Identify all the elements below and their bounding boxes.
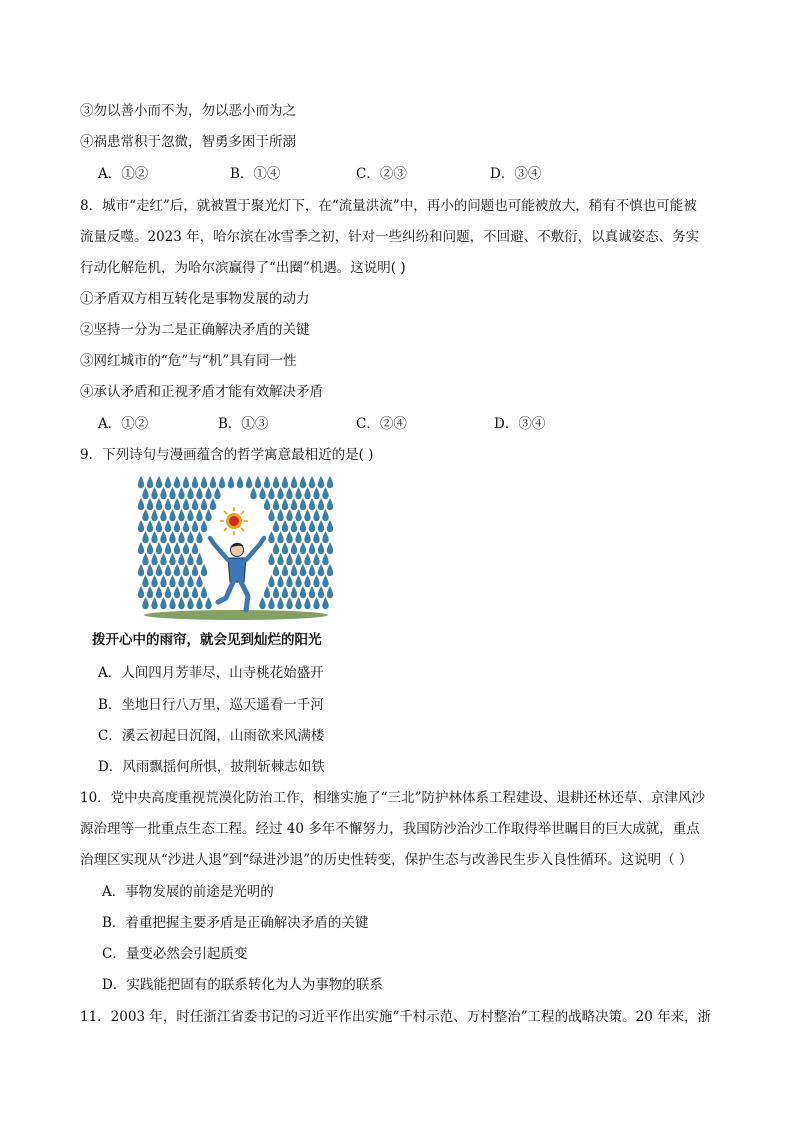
q7-statement-3: ③勿以善小而不为，勿以恶小而为之: [80, 103, 296, 119]
q9-option-a[interactable]: A．人间四月芳菲尽，山寺桃花始盛开: [98, 665, 324, 681]
q8-options: [98, 414, 658, 434]
q10-option-c[interactable]: C．量变必然会引起质变: [102, 946, 248, 962]
q9-option-d[interactable]: D．风雨飘摇何所惧，披荆斩棘志如铁: [98, 759, 325, 775]
q9-option-b[interactable]: B．坐地日行八万里，巡天遥看一千河: [98, 697, 324, 713]
q10-stem-line-2: 源治理等一批重点生态工程。经过 40 多年不懈努力，我国防沙治沙工作取得举世瞩目的巨大成就，重点: [80, 821, 700, 837]
ground: [144, 610, 328, 620]
q7-statement-4: ④祸患常积于忽微，智勇多困于所溺: [80, 134, 296, 150]
rain-curtain-cartoon: [136, 474, 334, 622]
q10-option-a[interactable]: A．事物发展的前途是光明的: [102, 884, 274, 900]
q7-option-c[interactable]: C．②③: [356, 166, 407, 182]
q10-option-d[interactable]: D．实践能把固有的联系转化为人为事物的联系: [102, 977, 383, 993]
q7-option-a[interactable]: A．①②: [98, 166, 149, 182]
q8-stem-line-1: 8．城市“走红”后，就被置于聚光灯下，在“流量洪流”中，再小的问题也可能被放大，稍有不慎也可能被: [80, 198, 697, 214]
q8-option-c[interactable]: C．②④: [356, 416, 407, 432]
q8-option-d[interactable]: D．③④: [494, 416, 546, 432]
q7-options: [98, 164, 658, 184]
q9-stem: 9．下列诗句与漫画蕴含的哲学寓意最相近的是( ): [80, 447, 374, 463]
q8-option-a[interactable]: A．①②: [98, 416, 149, 432]
q7-option-d[interactable]: D．③④: [490, 166, 542, 182]
q8-option-b[interactable]: B．①③: [218, 416, 269, 432]
q10-stem-line-3: 治理区实现从“沙进人退”到“绿进沙退”的历史性转变，保护生态与改善民生步入良性循环。这说明（ ）: [80, 852, 693, 868]
q9-option-c[interactable]: C．溪云初起日沉阁，山雨欲来风满楼: [98, 728, 325, 744]
q11-stem-line-1: 11．2003 年，时任浙江省委书记的习近平作出实施“千村示范、万村整治”工程的战略决策。20 年来，浙: [80, 1009, 712, 1025]
q8-statement-4: ④承认矛盾和正视矛盾才能有效解决矛盾: [80, 384, 323, 400]
cartoon-caption: 拨开心中的雨帘，就会见到灿烂的阳光: [92, 632, 322, 648]
q8-statement-3: ③网红城市的“危”与“机”具有同一性: [80, 353, 297, 369]
q8-statement-2: ②坚持一分为二是正确解决矛盾的关键: [80, 322, 310, 338]
q8-stem-line-2: 流量反噬。2023 年，哈尔滨在冰雪季之初，针对一些纠纷和问题，不回避、不敷衍，以真诚姿态、务实: [80, 229, 700, 245]
q10-stem-line-1: 10．党中央高度重视荒漠化防治工作，相继实施了“三北”防护林体系工程建设、退耕还林还草、京津风沙: [80, 790, 705, 806]
q8-statement-1: ①矛盾双方相互转化是事物发展的动力: [80, 291, 310, 307]
q8-stem-line-3: 行动化解危机，为哈尔滨赢得了“出圈”机遇。这说明( ): [80, 260, 406, 276]
q10-option-b[interactable]: B．着重把握主要矛盾是正确解决矛盾的关键: [102, 915, 369, 931]
q7-option-b[interactable]: B．①④: [230, 166, 281, 182]
